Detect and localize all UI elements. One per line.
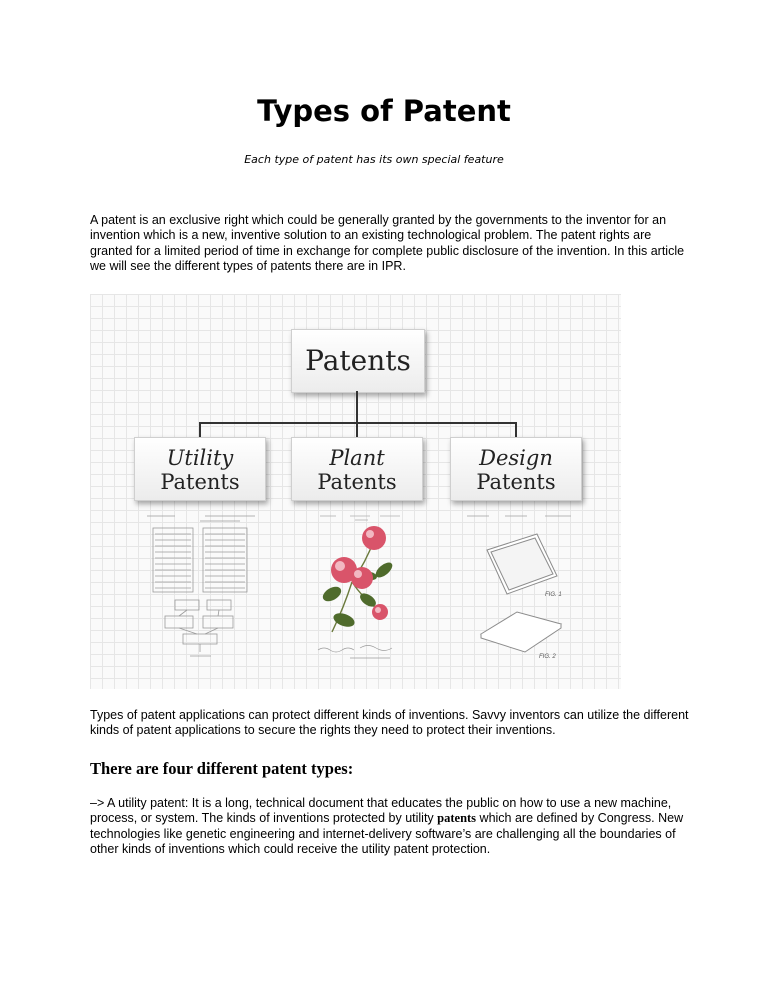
connector-line [199,422,201,438]
design-patents-box [450,437,582,501]
fig-2-label: FIG. 2 [539,654,556,660]
utility-text-before: –> A utility patent: It is a long, technical document that educates the public on how to use a new machine, process, or system. The kinds of inventions protected by utility [90,796,672,826]
plant-patents-box [291,437,423,501]
box-label-patents: Patents [476,470,556,494]
patent-types-diagram [90,294,621,689]
connector-line [515,422,517,438]
page-subtitle: Each type of patent has its own special feature [244,153,504,166]
connector-line [356,422,358,438]
design-patent-drawing [465,512,575,662]
page-title: Types of Patent [257,94,511,128]
utility-patent-drawing [145,512,263,662]
box-label-type: Utility [166,446,234,470]
utility-text-after: which are defined by Congress. New technologies like genetic engineering and internet-delivery software’s are challenging all the boundaries of other kinds of inventions which could receive the utility patent protection. [90,811,684,856]
fig-1-label: FIG. 1 [545,592,562,598]
applications-paragraph: Types of patent applications can protect different kinds of inventions. Savvy inventors can utilize the different kinds of patent applications to secure the rights they need to protect their inventions. [90,708,689,738]
patents-bold-word: patents [437,811,477,826]
box-label-type: Design [479,446,553,470]
connector-line [356,391,358,423]
utility-patent-paragraph [90,796,690,857]
box-label-patents: Patents [317,470,397,494]
utility-patents-box [134,437,266,501]
box-label-type: Plant [329,446,385,470]
patents-root-box: Patents [291,329,425,393]
intro-paragraph: A patent is an exclusive right which could be generally granted by the governments to the inventor for an invention which is a new, inventive solution to an existing technological problem. The patent rights are granted for a limited period of time in exchange for complete public disclosure of the invention. In this article we will see the different types of patents there are in IPR. [90,213,685,273]
box-label-patents: Patents [160,470,240,494]
plant-patent-drawing [310,512,410,662]
connector-line [199,422,517,424]
section-heading: There are four different patent types: [90,759,354,778]
